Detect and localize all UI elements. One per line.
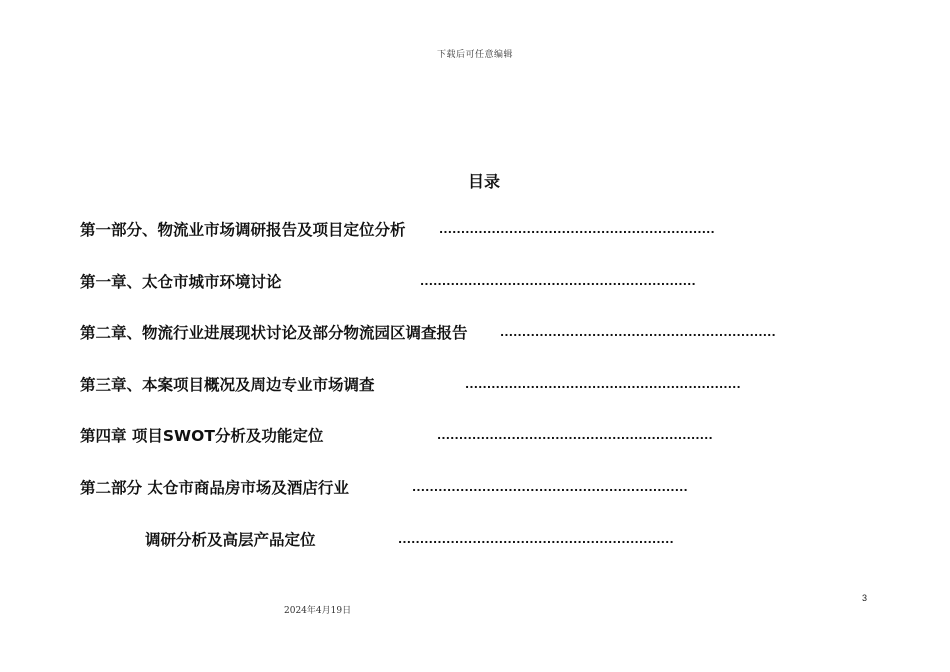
toc-entry-label: 第一部分、物流业市场调研报告及项目定位分析 [80,221,406,239]
toc-dot-leader: ............................................................... [398,533,674,546]
toc-entry-part-1[interactable] [80,220,715,240]
toc-entry-label: 第一章、太仓市城市环境讨论 [80,273,282,291]
toc-entry-label: 第三章、本案项目概况及周边专业市场调查 [80,376,375,394]
toc-title: 目录 [467,172,500,191]
page-number: 3 [862,593,868,603]
toc-entry-chapter-3[interactable] [80,375,741,395]
toc-dot-leader: ............................................................... [439,223,715,236]
toc-entry-label: 调研分析及高层产品定位 [145,531,316,549]
toc-dot-leader: ............................................................... [465,378,741,391]
toc-dot-leader: ............................................................... [412,481,688,494]
toc-entry-label: 第二部分 太仓市商品房市场及酒店行业 [80,479,349,497]
footer-date: 2024年4月19日 [284,606,352,616]
toc-entry-part-2-continued[interactable] [145,530,674,550]
toc-entry-label: 第四章 项目SWOT分析及功能定位 [80,427,324,445]
toc-entry-part-2[interactable] [80,478,688,498]
toc-entry-chapter-4[interactable] [80,426,713,446]
toc-entry-chapter-2[interactable] [80,323,776,343]
toc-dot-leader: ............................................................... [420,275,696,288]
header-note: 下载后可任意编辑 [436,50,513,60]
toc-entry-chapter-1[interactable] [80,272,696,292]
toc-entry-label: 第二章、物流行业进展现状讨论及部分物流园区调查报告 [80,324,468,342]
toc-dot-leader: ............................................................... [437,429,713,442]
toc-dot-leader: ............................................................... [500,326,776,339]
